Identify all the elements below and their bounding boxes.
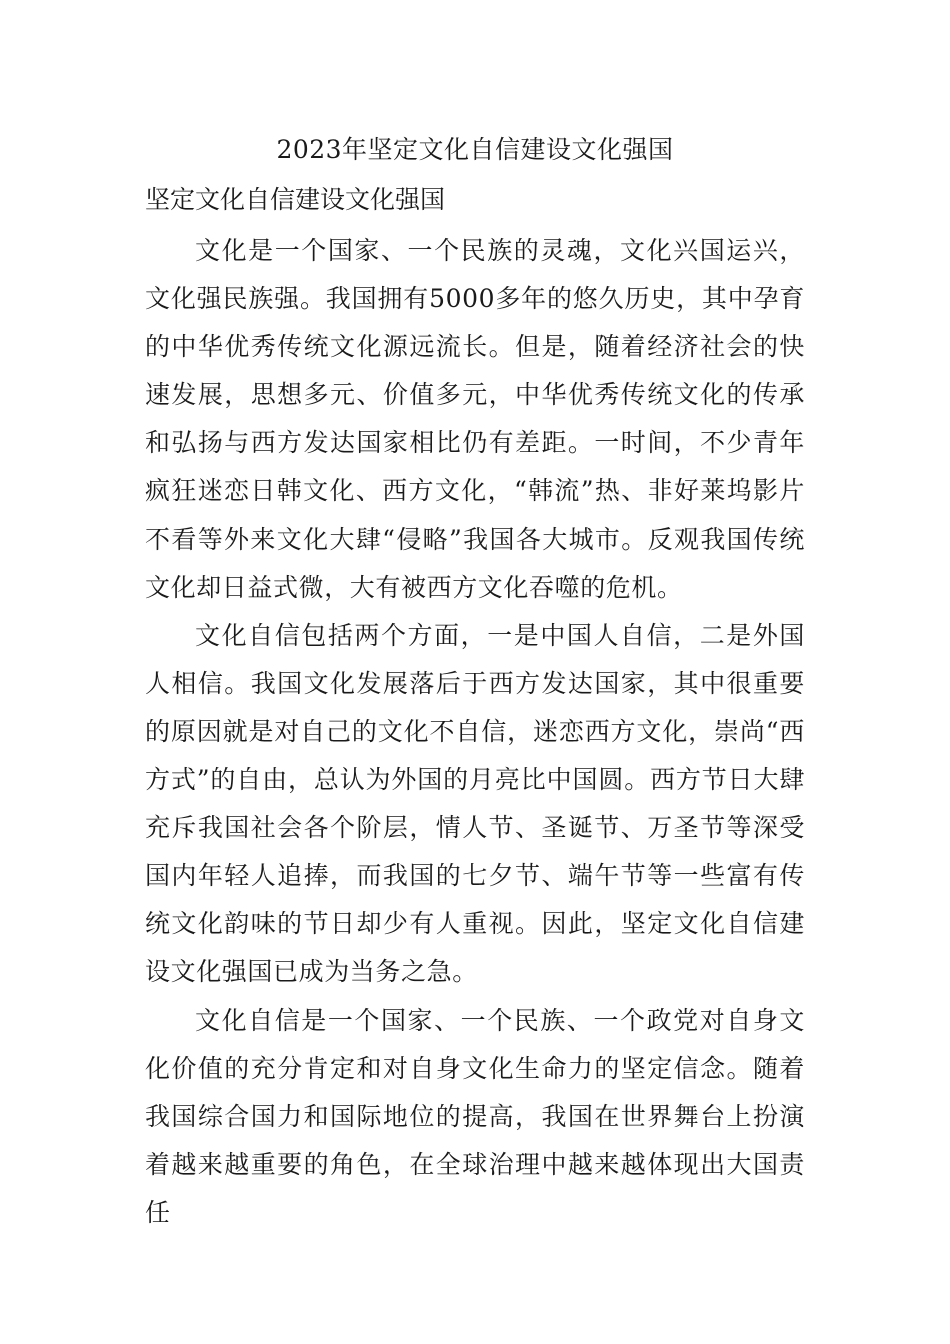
paragraph-1: 文化是一个国家、一个民族的灵魂，文化兴国运兴，文化强民族强。我国拥有5000多年的悠久历史，其中孕育的中华优秀传统文化源远流长。但是，随着经济社会的快速发展，思想多元、价值多元，中华优秀传统文化的传承和弘扬与西方发达国家相比仍有差距。一时间，不少青年疯狂迷恋日韩文化、西方文化，“韩流”热、非好莱坞影片不看等外来文化大肆“侵略”我国各大城市。反观我国传统文化却日益式微，大有被西方文化吞噬的危机。 xyxy=(145,236,805,602)
paragraph-3: 文化自信是一个国家、一个民族、一个政党对自身文化价值的充分肯定和对自身文化生命力的坚定信念。随着我国综合国力和国际地位的提高，我国在世界舞台上扮演着越来越重要的角色，在全球治理中越来越体现出大国责任 xyxy=(145,1005,805,1227)
document-body xyxy=(145,227,805,1237)
paragraph-2: 文化自信包括两个方面，一是中国人自信，二是外国人相信。我国文化发展落后于西方发达国家，其中很重要的原因就是对自己的文化不自信，迷恋西方文化，崇尚“西方式”的自由，总认为外国的月亮比中国圆。西方节日大肆充斥我国社会各个阶层，情人节、圣诞节、万圣节等深受国内年轻人追捧，而我国的七夕节、端午节等一些富有传统文化韵味的节日却少有人重视。因此，坚定文化自信建设文化强国已成为当务之急。 xyxy=(145,620,805,987)
document-subtitle: 坚定文化自信建设文化强国 xyxy=(145,185,446,214)
document-title: 2023年坚定文化自信建设文化强国 xyxy=(276,135,674,164)
